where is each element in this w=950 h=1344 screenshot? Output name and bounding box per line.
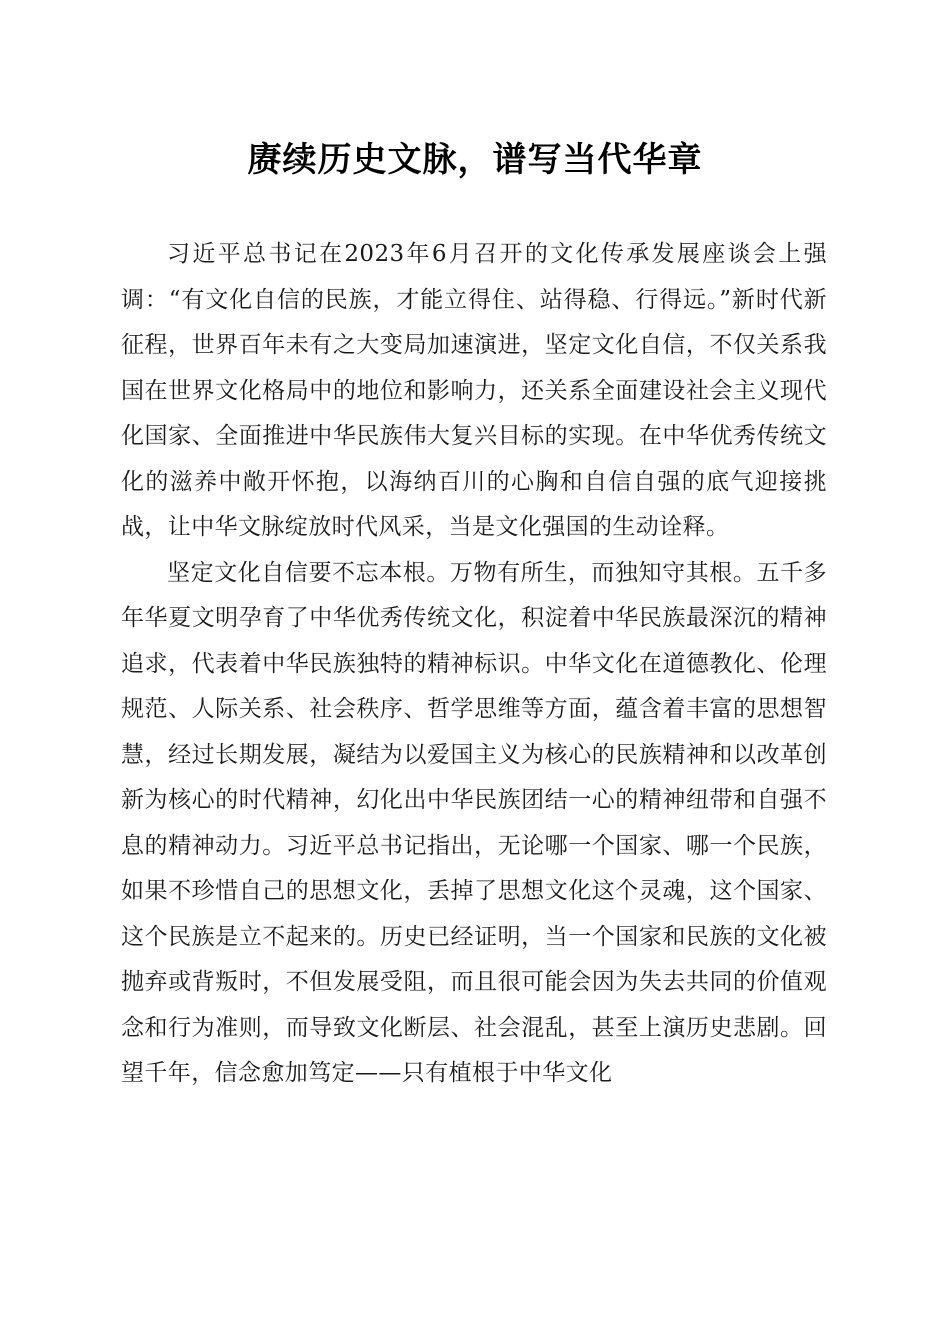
document-title: 赓续历史文脉，谱写当代华章 xyxy=(247,140,703,180)
document-body xyxy=(121,232,827,1097)
paragraph-1: 习近平总书记在2023年6月召开的文化传承发展座谈会上强调：“有文化自信的民族，才能立得住、站得稳、行得远。”新时代新征程，世界百年未有之大变局加速演进，坚定文化自信，不仅关系我国在世界文化格局中的地位和影响力，还关系全面建设社会主义现代化国家、全面推进中华民族伟大复兴目标的实现。在中华优秀传统文化的滋养中敞开怀抱，以海纳百川的心胸和自信自强的底气迎接挑战，让中华文脉绽放时代风采，当是文化强国的生动诠释。 xyxy=(121,241,827,540)
paragraph-2: 坚定文化自信要不忘本根。万物有所生，而独知守其根。五千多年华夏文明孕育了中华优秀传统文化，积淀着中华民族最深沉的精神追求，代表着中华民族独特的精神标识。中华文化在道德教化、伦理规范、人际关系、社会秩序、哲学思维等方面，蕴含着丰富的思想智慧，经过长期发展，凝结为以爱国主义为核心的民族精神和以改革创新为核心的时代精神，幻化出中华民族团结一心的精神纽带和自强不息的精神动力。习近平总书记指出，无论哪一个国家、哪一个民族，如果不珍惜自己的思想文化，丢掉了思想文化这个灵魂，这个国家、这个民族是立不起来的。历史已经证明，当一个国家和民族的文化被抛弃或背叛时，不但发展受阻，而且很可能会因为失去共同的价值观念和行为准则，而导致文化断层、社会混乱，甚至上演历史悲剧。回望千年，信念愈加笃定——只有植根于中华文化 xyxy=(121,559,827,1086)
